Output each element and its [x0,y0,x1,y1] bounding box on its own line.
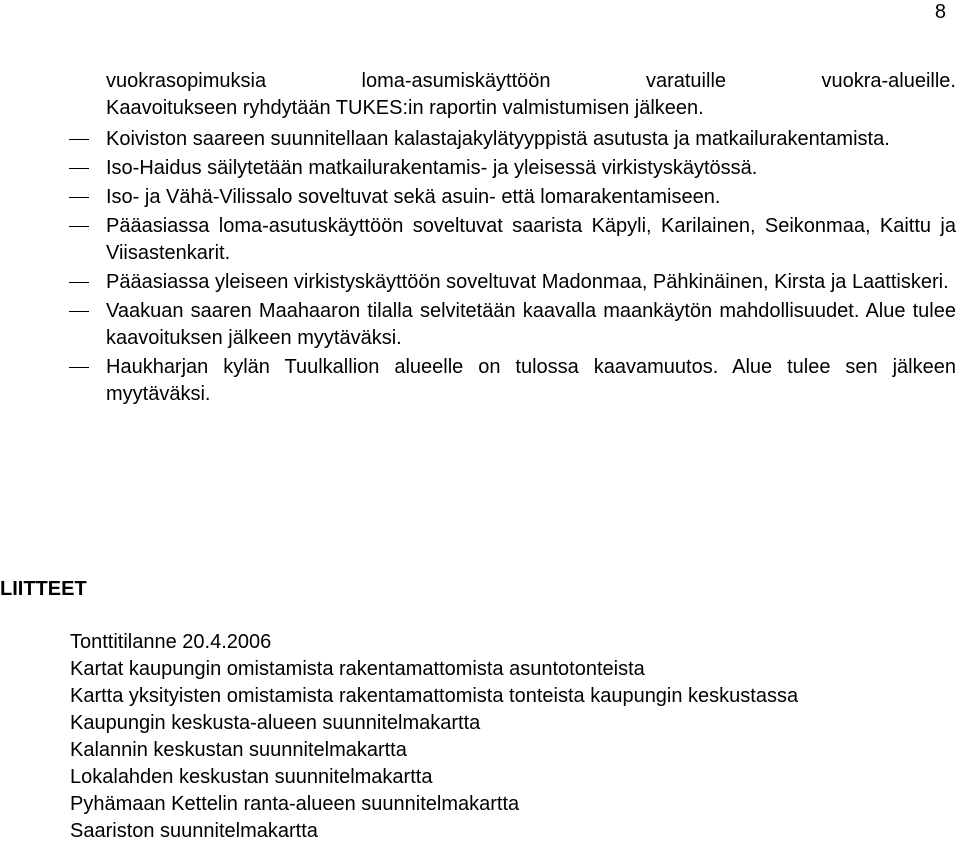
bullet-item [0,155,956,182]
bullet-item [0,213,956,267]
bullet-text: Haukharjan kylän Tuulkallion alueelle on tulossa kaavamuutos. Alue tulee sen jälkeen myytäväksi. [106,356,956,405]
bullet-text: Iso-Haidus säilytetään matkailurakentamis- ja yleisessä virkistyskäytössä. [106,157,758,179]
page-number: 8 [934,1,946,23]
dash-marker [69,282,89,283]
bullet-item [0,354,956,408]
dash-marker [69,168,89,169]
bullet-text: Iso- ja Vähä-Vilissalo soveltuvat sekä asuin- että lomarakentamiseen. [106,186,721,208]
bullet-text: Vaakuan saaren Maahaaron tilalla selvitetään kaavalla maankäytön mahdollisuudet. Alue tulee kaavoituksen jälkeen myytäväksi. [106,300,956,349]
dash-marker [69,197,89,198]
attachment-item: Saariston suunnitelmakartta [70,820,318,842]
attachments-heading: LIITTEET [0,578,87,600]
bullet-item [0,184,956,211]
bullet-item [0,298,956,352]
attachment-item: Pyhämaan Kettelin ranta-alueen suunnitelmakartta [70,793,520,815]
dash-marker [69,226,89,227]
bullet-text: Pääasiassa loma-asutuskäyttöön soveltuvat saarista Käpyli, Karilainen, Seikonmaa, Kaittu ja Viisastenkarit. [106,215,956,264]
attachments-list [70,629,798,845]
bullet-item [0,126,956,153]
bullet-list [0,126,960,410]
attachment-item: Kartat kaupungin omistamista rakentamattomista asuntotonteista [70,658,645,680]
bullet-text: Koiviston saareen suunnitellaan kalastajakylätyyppistä asutusta ja matkailurakentamista. [106,128,890,150]
attachment-item: Kalannin keskustan suunnitelmakartta [70,739,407,761]
bullet-text: Pääasiassa yleiseen virkistyskäyttöön soveltuvat Madonmaa, Pähkinäinen, Kirsta ja Laattiskeri. [106,271,949,293]
dash-marker [69,139,89,140]
dash-marker [69,311,89,312]
attachment-item: Lokalahden keskustan suunnitelmakartta [70,766,433,788]
attachment-item: Kaupungin keskusta-alueen suunnitelmakartta [70,712,481,734]
bullet-item [0,269,956,296]
continuation-line-1: vuokrasopimuksia loma-asumiskäyttöön varatuille vuokra-alueille. [106,70,956,92]
dash-marker [69,367,89,368]
attachment-item: Kartta yksityisten omistamista rakentamattomista tonteista kaupungin keskustassa [70,685,799,707]
continuation-line-2: Kaavoitukseen ryhdytään TUKES:in raportin valmistumisen jälkeen. [106,97,704,119]
attachment-item: Tonttitilanne 20.4.2006 [70,631,272,653]
